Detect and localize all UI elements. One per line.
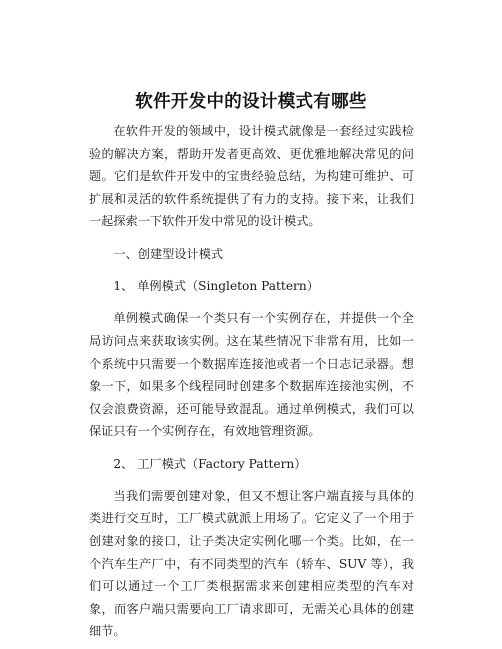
subheading-factory: 2、 工厂模式（Factory Pattern） [113, 456, 307, 471]
section-heading-creational: 一、创建型设计模式 [113, 246, 224, 261]
intro-paragraph: 在软件开发的领域中，设计模式就像是一套经过实践检验的解决方案，帮助开发者更高效、更优雅地解决常见的问题。它们是软件开发中的宝贵经验总结，为构建可维护、可扩展和灵活的软件系统提供了有力的支持。接下来，让我们一起探索一下软件开发中常见的设计模式。 [89, 124, 414, 229]
singleton-paragraph: 单例模式确保一个类只有一个实例存在，并提供一个全局访问点来获取该实例。这在某些情况下非常有用，比如一个系统中只需要一个数据库连接池或者一个日志记录器。想象一下，如果多个线程同时创建多个数据库连接池实例，不仅会浪费资源，还可能导致混乱。通过单例模式，我们可以保证只有一个实例存在，有效地管理资源。 [89, 311, 414, 439]
factory-paragraph: 当我们需要创建对象，但又不想让客户端直接与具体的类进行交互时，工厂模式就派上用场了。它定义了一个用于创建对象的接口，让子类决定实例化哪一个类。比如，在一个汽车生产厂中，有不同类型的汽车（轿车、SUV 等），我们可以通过一个工厂类根据需求来创建相应类型的汽车对象，而客户端只需要向工厂请求即可，无需关心具体的创建细节。 [89, 488, 414, 639]
subheading-singleton: 1、 单例模式（Singleton Pattern） [113, 278, 319, 293]
document-body [89, 120, 414, 643]
document-title: 软件开发中的设计模式有哪些 [135, 92, 367, 112]
